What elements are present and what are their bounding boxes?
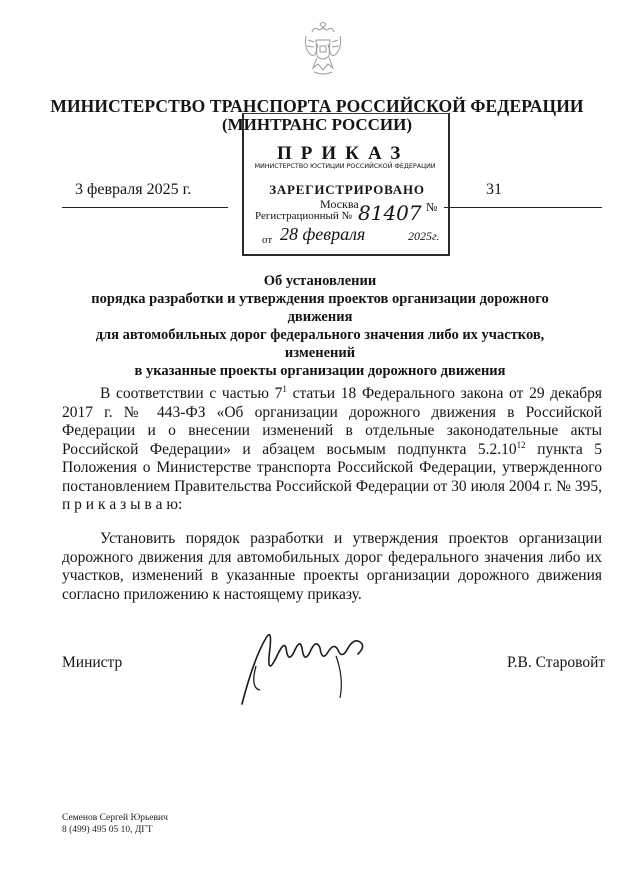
subject-line-1: Об установлении — [263, 273, 377, 289]
stamp-city: Москва — [320, 197, 359, 211]
stamp-date-prefix: от — [262, 234, 273, 246]
body-paragraph-2: Установить порядок разработки и утверждения проектов организации дорожного движения для автомобильных дорог федерального значения либо их участков, изменений в указанные проекты организации дорожного движения согласно приложению к настоящему приказу. — [62, 530, 602, 603]
stamp-regno: 81407 — [358, 201, 422, 225]
p1-superscript-1: 1 — [282, 383, 287, 394]
ministry-name: МИНИСТЕРСТВО ТРАНСПОРТА РОССИЙСКОЙ ФЕДЕРАЦИИ — [50, 96, 584, 116]
document-date: 3 февраля 2025 г. — [75, 181, 192, 198]
signer-role: Министр — [62, 654, 123, 671]
p1-part-c: пункта 5 Положения о Министерстве транспорта Российской Федерации, утвержденного постановлением Правительства Российской Федерации от 30 июля 2004 г. № 395, п р и к а з ы в а ю: — [62, 440, 602, 513]
handwritten-signature — [236, 618, 386, 718]
document-subject — [60, 272, 580, 380]
signer-name: Р.В. Старовойт — [507, 654, 606, 671]
body-paragraph-1 — [62, 385, 602, 515]
subject-line-2: порядка разработки и утверждения проектов организации дорожного движения — [91, 291, 549, 325]
stamp-date-year: 2025г. — [408, 229, 440, 243]
date-underline — [62, 207, 228, 208]
executor-name: Семенов Сергей Юрьевич — [62, 813, 168, 823]
ministry-short-name: (МИНТРАНС РОССИИ) — [221, 115, 413, 134]
stamp-regno-label: Регистрационный № — [255, 210, 353, 222]
number-underline — [444, 207, 602, 208]
executor-info — [62, 812, 168, 836]
document-type: ПРИКАЗ — [277, 143, 410, 164]
p1-part-a: В соответствии с частью 7 — [100, 385, 283, 402]
subject-line-4: в указанные проекты организации дорожного движения — [134, 363, 506, 379]
stamp-registered: ЗАРЕГИСТРИРОВАНО — [269, 182, 425, 197]
stamp-date: 28 февраля — [280, 224, 366, 244]
p1-superscript-2: 12 — [516, 439, 526, 450]
stamp-no-sign: № — [426, 200, 438, 214]
p1-part-b: статьи 18 Федерального закона от 29 декабря 2017 г. № 443-ФЗ «Об организации дорожного движения в Российской Федерации и о внесении изменений в отдельные законодательные акты Российской Федерации» и абзацем восьмым подпункта 5.2.10 — [62, 385, 602, 458]
coat-of-arms-emblem — [302, 22, 344, 80]
subject-line-3: для автомобильных дорог федерального значения либо их участков, изменений — [95, 327, 545, 361]
stamp-ministry: МИНИСТЕРСТВО ЮСТИЦИИ РОССИЙСКОЙ ФЕДЕРАЦИИ — [254, 162, 436, 170]
document-number: 31 — [486, 181, 502, 198]
executor-contact: 8 (499) 495 05 10, ДГТ — [62, 825, 153, 835]
